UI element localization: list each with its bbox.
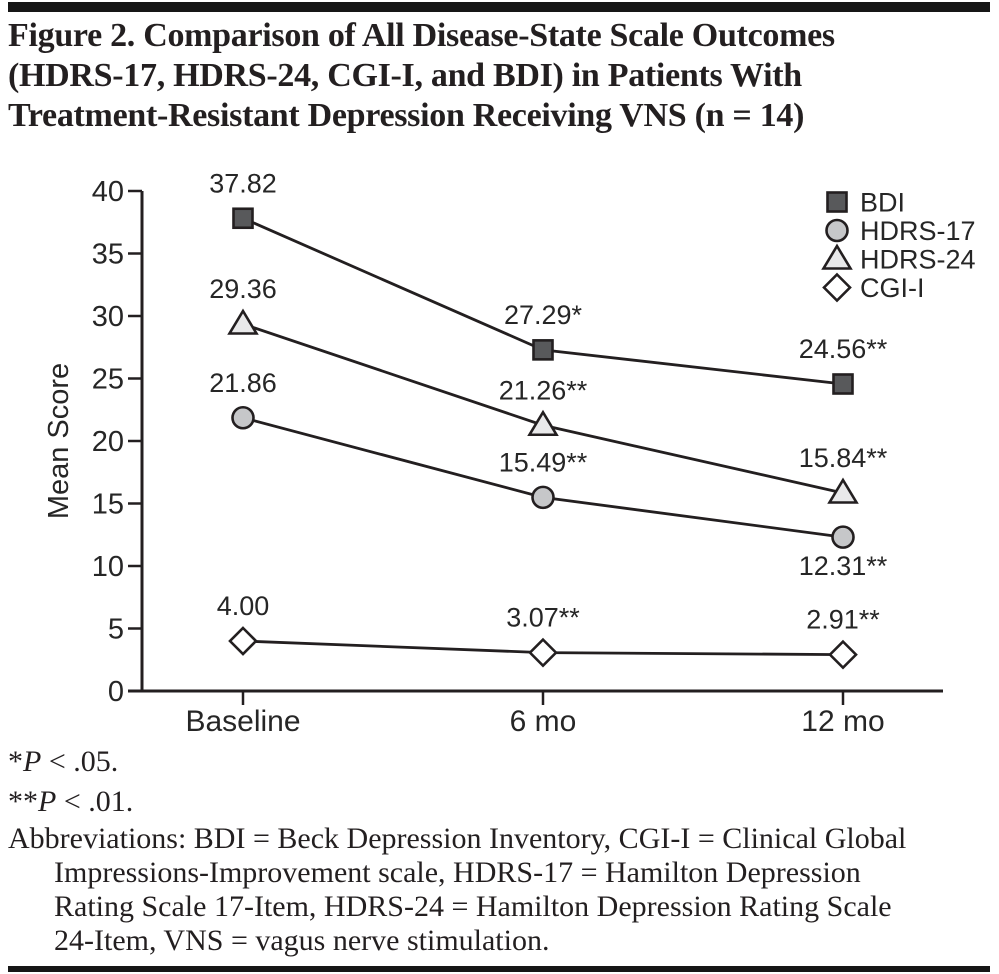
figure-title-line-2: (HDRS-17, HDRS-24, CGI-I, and BDI) in Patients With [8, 57, 802, 94]
legend-marker-hdrs-17 [827, 220, 848, 241]
abbreviations-line: Abbreviations: BDI = Beck Depression Inventory, CGI-I = Clinical Global [8, 822, 907, 855]
y-tick-label: 40 [91, 176, 124, 208]
y-tick-label: 35 [91, 238, 124, 271]
abbreviations-line: Impressions-Improvement scale, HDRS-17 = Hamilton Depression [54, 856, 861, 889]
marker-hdrs-17-1 [533, 487, 554, 508]
footnote-p01 [8, 782, 993, 822]
point-label-cgi-i-2: 2.91** [806, 604, 880, 635]
figure-title-line-1: Figure 2. Comparison of All Disease-State Scale Outcomes [8, 17, 835, 54]
marker-cgi-i-1 [530, 640, 556, 666]
legend-marker-hdrs-24 [824, 246, 851, 269]
y-tick-label: 5 [107, 613, 124, 646]
y-tick-label: 30 [91, 301, 124, 333]
marker-cgi-i-0 [230, 628, 256, 654]
marker-bdi-1 [534, 340, 553, 359]
point-label-hdrs-24-2: 15.84** [798, 443, 888, 473]
legend-marker-bdi [828, 193, 847, 212]
point-label-hdrs-24-1: 21.26** [498, 375, 588, 406]
bottom-rule [8, 966, 990, 972]
footnote-text: < .01. [56, 785, 134, 818]
top-rule [8, 2, 990, 12]
y-tick-label: 10 [91, 551, 124, 583]
abbreviations-line: Rating Scale 17-Item, HDRS-24 = Hamilton Depression Rating Scale [54, 890, 892, 923]
legend-label-hdrs-24: HDRS-24 [860, 244, 976, 275]
marker-cgi-i-2 [830, 642, 856, 668]
point-label-cgi-i-1: 3.07** [506, 602, 580, 633]
legend-label-cgi-i: CGI-I [860, 273, 925, 303]
footnote-stars: ** [8, 785, 38, 818]
point-label-bdi-2: 24.56** [798, 334, 888, 364]
footnotes [8, 742, 993, 822]
point-label-bdi-0: 37.82 [209, 168, 277, 199]
y-tick-label: 15 [91, 488, 124, 521]
figure-title-line-3: Treatment-Resistant Depression Receiving VNS (n = 14) [8, 97, 805, 134]
point-label-hdrs-17-1: 15.49** [498, 447, 588, 478]
y-tick-label: 20 [91, 426, 124, 458]
x-tick-label-12-mo: 12 mo [801, 705, 885, 738]
point-label-cgi-i-0: 4.00 [216, 591, 270, 621]
footnote-p05 [8, 742, 993, 782]
y-tick-label: 25 [91, 363, 124, 396]
x-tick-label-baseline: Baseline [185, 705, 301, 738]
footnote-p: P [38, 785, 57, 818]
figure-title [8, 16, 993, 136]
abbreviations-line: 24-Item, VNS = vagus nerve stimulation. [54, 924, 550, 957]
y-axis-title: Mean Score [43, 362, 75, 520]
line-chart [0, 158, 999, 738]
legend-label-bdi: BDI [860, 187, 906, 218]
point-label-bdi-1: 27.29* [503, 299, 583, 330]
marker-hdrs-17-0 [233, 407, 254, 428]
footnote-stars: * [8, 745, 23, 778]
marker-hdrs-24-0 [230, 311, 257, 334]
abbreviations [8, 822, 993, 958]
marker-bdi-2 [834, 375, 853, 394]
marker-bdi-0 [234, 209, 253, 228]
point-label-hdrs-17-0: 21.86 [209, 367, 277, 398]
point-label-hdrs-24-0: 29.36 [209, 274, 277, 304]
marker-hdrs-17-2 [833, 527, 854, 548]
footnote-p: P [23, 745, 42, 778]
footnote-text: < .05. [41, 745, 119, 778]
y-tick-label: 0 [107, 676, 124, 708]
x-tick-label-6-mo: 6 mo [509, 705, 577, 738]
legend-label-hdrs-17: HDRS-17 [860, 216, 976, 246]
legend-marker-cgi-i [824, 275, 850, 301]
point-label-hdrs-17-2: 12.31** [798, 551, 888, 582]
